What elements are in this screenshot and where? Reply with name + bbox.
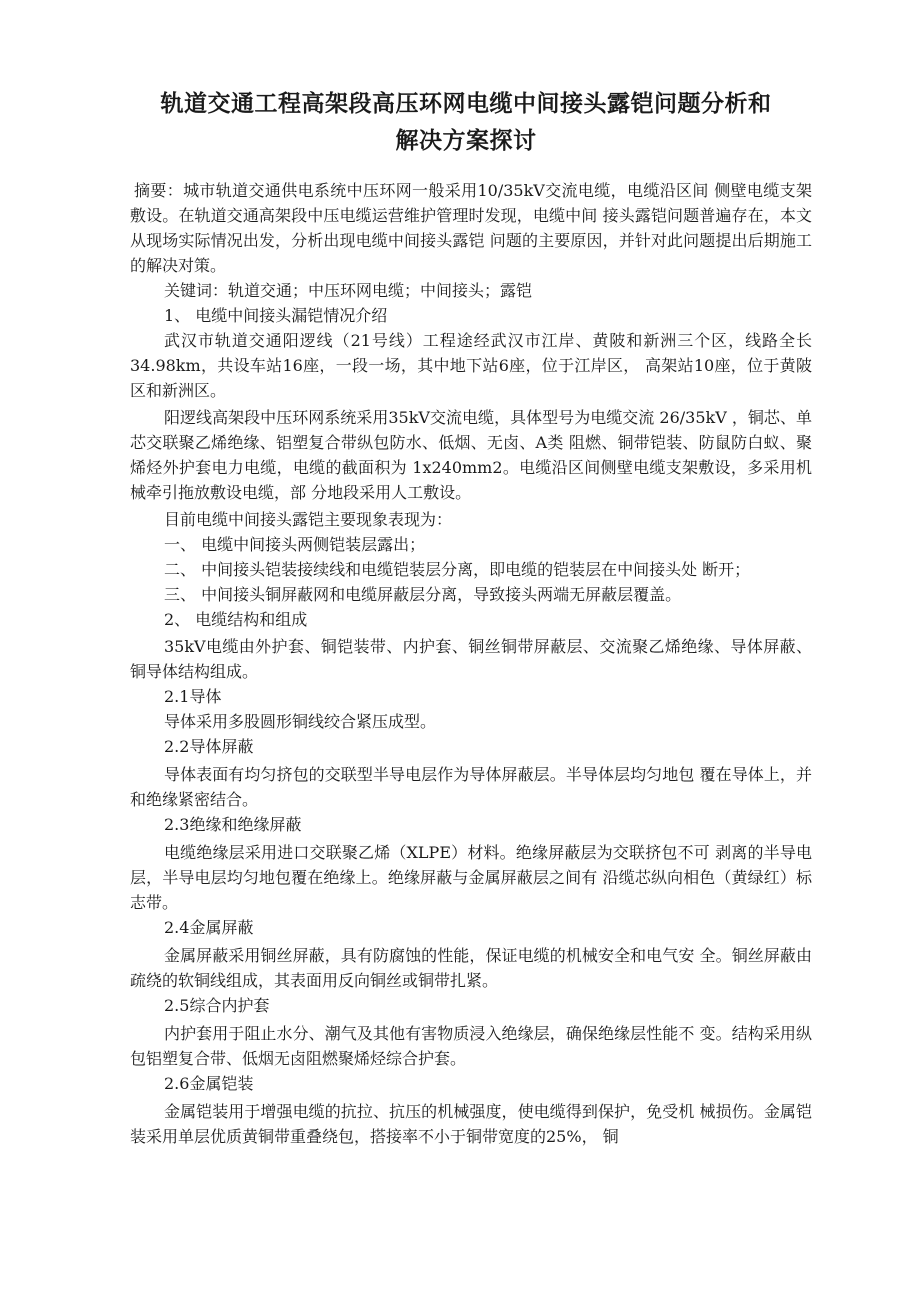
- subsection-heading: 2.5综合内护套: [164, 996, 270, 1015]
- list-item: 一、 电缆中间接头两侧铠装层露出；: [164, 535, 426, 554]
- keywords-line: 关键词：轨道交通；中压环网电缆；中间接头；露铠: [164, 281, 533, 300]
- title-line-1: 轨道交通工程高架段高压环网电缆中间接头露铠问题分析和: [160, 91, 772, 117]
- body-paragraph: 金属铠装用于增强电缆的抗拉、抗压的机械强度，使电缆得到保护，免受机 械损伤。金属铠装采用单层优质黄铜带重叠绕包，搭接率不小于铜带宽度的25%， 铜: [130, 1102, 812, 1146]
- list-item: 三、 中间接头铜屏蔽网和电缆屏蔽层分离，导致接头两端无屏蔽层覆盖。: [164, 585, 682, 604]
- body-paragraph: 导体表面有均匀挤包的交联型半导电层作为导体屏蔽层。半导体层均匀地包 覆在导体上，并和绝缘紧密结合。: [130, 765, 812, 809]
- subsection-heading: 2.1导体: [164, 687, 222, 706]
- body-paragraph: 金属屏蔽采用铜丝屏蔽，具有防腐蚀的性能，保证电缆的机械安全和电气安 全。铜丝屏蔽由疏绕的软铜线组成，其表面用反向铜丝或铜带扎紧。: [130, 946, 812, 990]
- body-paragraph: 阳逻线高架段中压环网系统采用35kV交流电缆，具体型号为电缆交流 26/35kV ，铜芯、单芯交联聚乙烯绝缘、铝塑复合带纵包防水、低烟、无卤、A类 阻燃、铜带铠装、防鼠防白蚁、聚烯烃外护套电力电缆，电缆的截面积为 1x240mm2。电缆沿区间侧壁电缆支架敷设，多采用机械牵引拖放敷设电缆，部 分地段采用人工敷设。: [130, 408, 812, 502]
- document-body: [130, 178, 812, 1149]
- document-title: [120, 86, 812, 160]
- body-paragraph: 导体采用多股圆形铜线绞合紧压成型。: [164, 712, 437, 731]
- subsection-heading: 2.4金属屏蔽: [164, 918, 254, 937]
- body-paragraph: 35kV电缆由外护套、铜铠装带、内护套、铜丝铜带屏蔽层、交流聚乙烯绝缘、导体屏蔽、铜导体结构组成。: [130, 637, 812, 681]
- title-line-2: 解决方案探讨: [395, 128, 537, 154]
- body-paragraph: 内护套用于阻止水分、潮气及其他有害物质浸入绝缘层，确保绝缘层性能不 变。结构采用纵包铝塑复合带、低烟无卤阻燃聚烯烃综合护套。: [130, 1024, 812, 1068]
- list-item: 二、 中间接头铠装接续线和电缆铠装层分离，即电缆的铠装层在中间接头处 断开；: [164, 560, 751, 579]
- subsection-heading: 2.6金属铠装: [164, 1074, 254, 1093]
- body-paragraph: 电缆绝缘层采用进口交联聚乙烯（XLPE）材料。绝缘屏蔽层为交联挤包不可 剥离的半导电层，半导电层均匀地包覆在绝缘上。绝缘屏蔽与金属屏蔽层之间有 沿缆芯纵向相色（黄绿红）标志带。: [130, 843, 812, 912]
- section-heading-2: 2、 电缆结构和组成: [164, 610, 308, 629]
- body-paragraph: 武汉市轨道交通阳逻线（21号线）工程途经武汉市江岸、黄陂和新洲三个区，线路全长34.98km，共设车站16座，一段一场，其中地下站6座，位于江岸区， 高架站10座，位于黄陂区和新洲区。: [130, 331, 812, 400]
- subsection-heading: 2.3绝缘和绝缘屏蔽: [164, 815, 302, 834]
- abstract-paragraph: 摘要：城市轨道交通供电系统中压环网一般采用10/35kV交流电缆，电缆沿区间 侧壁电缆支架敷设。在轨道交通高架段中压电缆运营维护管理时发现，电缆中间 接头露铠问题普遍存在，本文从现场实际情况出发，分析出现电缆中间接头露铠 问题的主要原因，并针对此问题提出后期施工的解决对策。: [130, 181, 812, 275]
- section-heading-1: 1、 电缆中间接头漏铠情况介绍: [164, 306, 388, 325]
- body-paragraph: 目前电缆中间接头露铠主要现象表现为：: [164, 510, 453, 529]
- subsection-heading: 2.2导体屏蔽: [164, 737, 254, 756]
